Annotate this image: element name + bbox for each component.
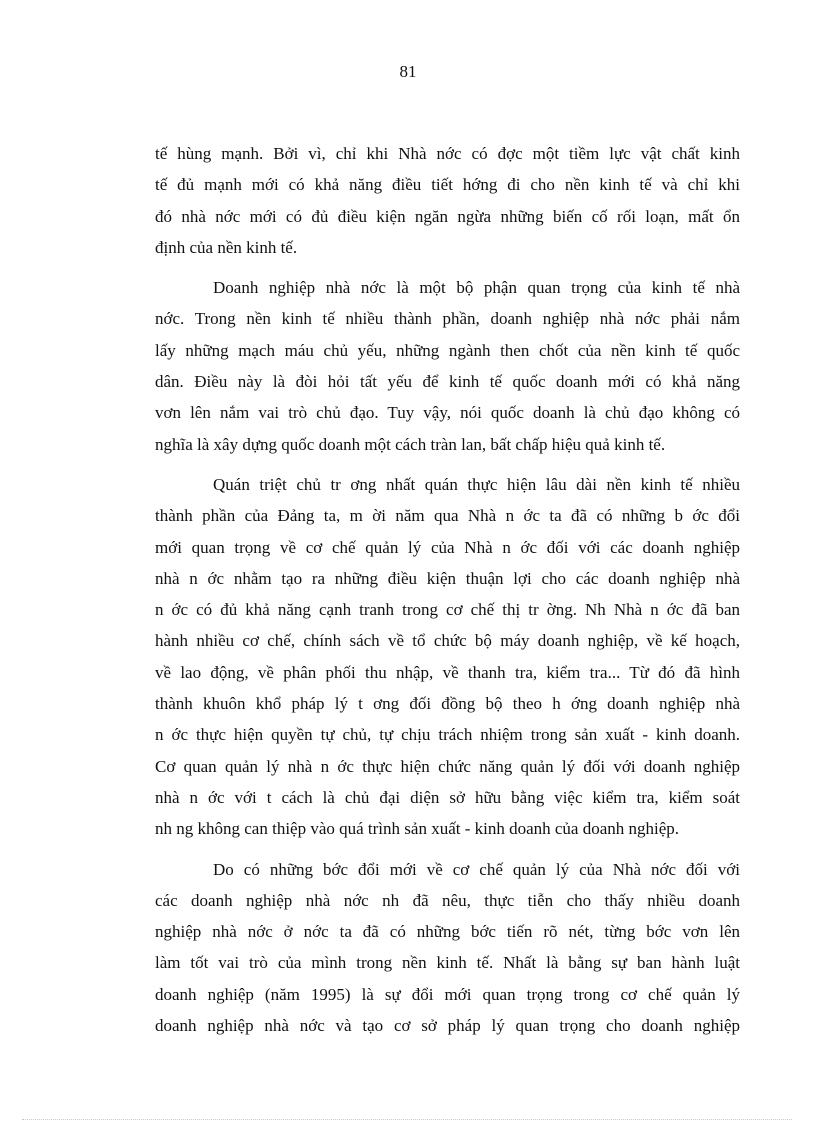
text-line: n ớc thực hiện quyền tự chủ, tự chịu trách nhiệm trong sản xuất - kinh doanh. (155, 725, 740, 745)
text-line: thành phần của Đảng ta, m ời năm qua Nhà n ớc ta đã có những b ớc đổi (155, 506, 740, 526)
text-line: tế hùng mạnh. Bởi vì, chỉ khi Nhà nớc có đợc một tiềm lực vật chất kinh (155, 144, 740, 163)
text-line: nh ng không can thiệp vào quá trình sản xuất - kinh doanh của doanh nghiệp. (155, 819, 680, 839)
text-line: các doanh nghiệp nhà nớc nh đã nêu, thực tiễn cho thấy nhiều doanh (155, 890, 740, 910)
paragraph-4 (155, 854, 740, 1042)
text-line: về lao động, về phân phối thu nhập, về thanh tra, kiểm tra... Từ đó đã hình (155, 662, 740, 682)
text-line: lấy những mạch máu chủ yếu, những ngành then chốt của nền kinh tế quốc (155, 340, 740, 360)
page-bottom-divider (22, 1119, 792, 1120)
paragraph-2 (155, 272, 740, 460)
text-line: nghiệp nhà nớc ở nớc ta đã có những bớc tiến rõ nét, từng bớc vơn lên (155, 922, 740, 942)
text-line: Doanh nghiệp nhà nớc là một bộ phận quan trọng của kinh tế nhà (213, 278, 740, 298)
paragraph-1 (155, 138, 740, 263)
text-line: hành nhiều cơ chế, chính sách về tổ chức bộ máy doanh nghiệp, về kế hoạch, (155, 631, 740, 651)
document-body (155, 138, 740, 1050)
text-line: thành khuôn khổ pháp lý t ơng đối đồng bộ theo h ớng doanh nghiệp nhà (155, 694, 740, 714)
text-line: tế đủ mạnh mới có khả năng điều tiết hớng đi cho nền kinh tế và chỉ khi (155, 175, 740, 195)
text-line: Do có những bớc đổi mới về cơ chế quản lý của Nhà nớc đối với (213, 859, 740, 879)
text-line: n ớc có đủ khả năng cạnh tranh trong cơ chế thị tr ờng. Nh Nhà n ớc đã ban (155, 600, 740, 620)
text-line: mới quan trọng về cơ chế quản lý của Nhà n ớc đối với các doanh nghiệp (155, 537, 740, 557)
paragraph-3 (155, 469, 740, 845)
text-line: doanh nghiệp (năm 1995) là sự đổi mới quan trọng trong cơ chế quản lý (155, 984, 740, 1004)
text-line: Cơ quan quản lý nhà n ớc thực hiện chức năng quản lý đối với doanh nghiệp (155, 756, 740, 776)
text-line: Quán triệt chủ tr ơng nhất quán thực hiện lâu dài nền kinh tế nhiều (213, 474, 740, 494)
text-line: nhà n ớc với t cách là chủ đại diện sở hữu bằng việc kiểm tra, kiểm soát (155, 787, 740, 807)
page-number: 81 (399, 62, 417, 81)
text-line: doanh nghiệp nhà nớc và tạo cơ sở pháp lý quan trọng cho doanh nghiệp (155, 1016, 740, 1036)
text-line: nớc. Trong nền kinh tế nhiều thành phần, doanh nghiệp nhà nớc phải nắm (155, 309, 740, 329)
text-line: làm tốt vai trò của mình trong nền kinh tế. Nhất là bằng sự ban hành luật (155, 953, 740, 973)
text-line: vơn lên nắm vai trò chủ đạo. Tuy vậy, nói quốc doanh là chủ đạo không có (155, 403, 740, 423)
text-line: nhà n ớc nhằm tạo ra những điều kiện thuận lợi cho các doanh nghiệp nhà (155, 568, 740, 588)
text-line: dân. Điều này là đòi hỏi tất yếu để kinh tế quốc doanh mới có khả năng (155, 372, 740, 392)
text-line: định của nền kinh tế. (155, 237, 298, 257)
text-line: đó nhà nớc mới có đủ điều kiện ngăn ngừa những biến cố rối loạn, mất ổn (155, 206, 740, 226)
text-line: nghĩa là xây dựng quốc doanh một cách tràn lan, bất chấp hiệu quả kinh tế. (155, 434, 666, 454)
